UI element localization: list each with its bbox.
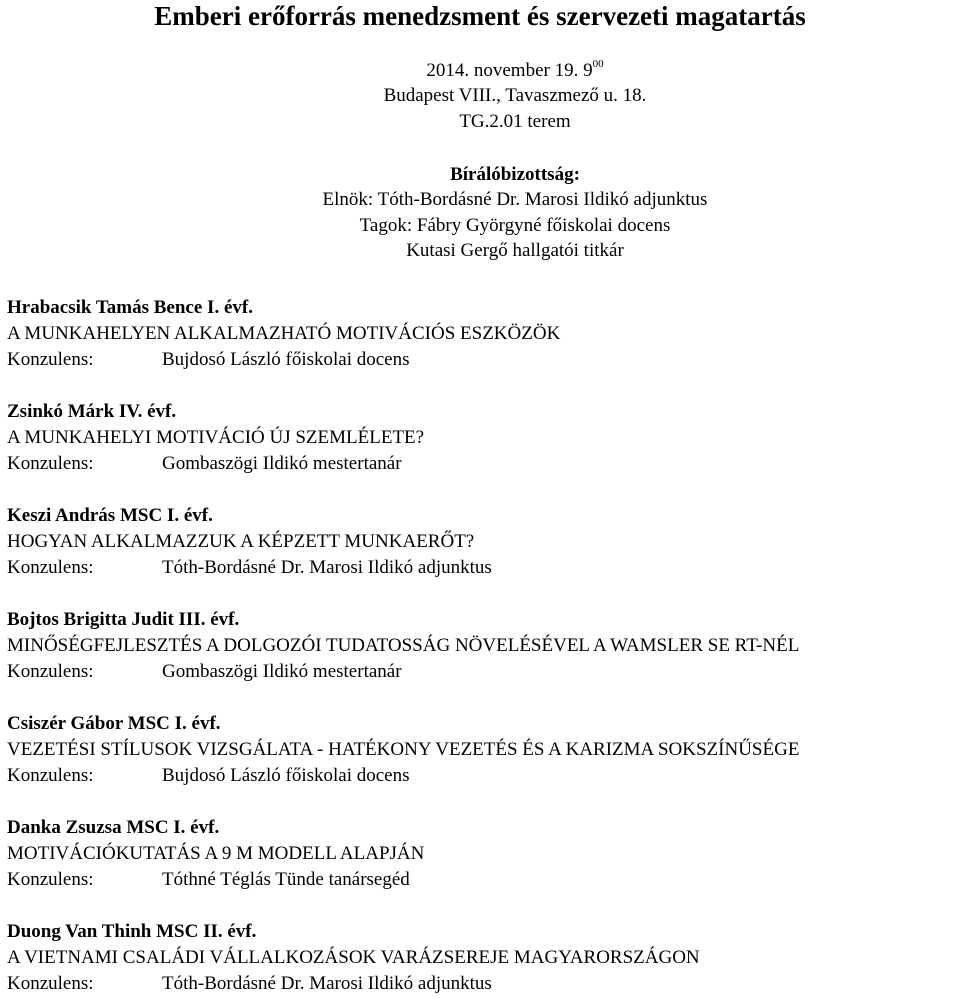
- event-room: TG.2.01 terem: [459, 110, 571, 132]
- consultant-row: [7, 763, 957, 789]
- consultant-name: Gombaszögi Ildikó mestertanár: [162, 661, 402, 682]
- committee-secretary: Kutasi Gergő hallgatói titkár: [406, 239, 624, 261]
- event-time-minutes: 00: [592, 58, 604, 70]
- committee-members: Tagok: Fábry Györgyné főiskolai docens: [359, 214, 671, 236]
- event-address: Budapest VIII., Tavaszmező u. 18.: [383, 85, 647, 107]
- consultant-name: Tóth-Bordásné Dr. Marosi Ildikó adjunktus: [162, 557, 492, 578]
- committee: [0, 162, 960, 263]
- student-name: Zsinkó Márk IV. évf.: [7, 401, 177, 422]
- thesis-entry: [7, 607, 957, 685]
- consultant-row: [7, 555, 957, 581]
- consultant-name: Tóth-Bordásné Dr. Marosi Ildikó adjunktus: [162, 973, 492, 994]
- thesis-title: A VIETNAMI CSALÁDI VÁLLALKOZÁSOK VARÁZSEREJE MAGYARORSZÁGON: [7, 947, 700, 968]
- student-name: Csiszér Gábor MSC I. évf.: [7, 713, 221, 734]
- event-date: [0, 58, 960, 83]
- thesis-entry: [7, 295, 957, 373]
- student-name: Danka Zsuzsa MSC I. évf.: [7, 817, 220, 838]
- committee-chair: Elnök: Tóth-Bordásné Dr. Marosi Ildikó adjunktus: [322, 189, 708, 211]
- consultant-label: Konzulens:: [7, 765, 94, 786]
- consultant-row: [7, 971, 957, 997]
- student-name: Hrabacsik Tamás Bence I. évf.: [7, 297, 253, 318]
- thesis-entry: [7, 919, 957, 997]
- consultant-name: Gombaszögi Ildikó mestertanár: [162, 453, 402, 474]
- event-date-text: 2014. november 19. 9: [426, 60, 593, 81]
- thesis-title: HOGYAN ALKALMAZZUK A KÉPZETT MUNKAERŐT?: [7, 531, 475, 552]
- consultant-row: [7, 451, 957, 477]
- thesis-entry: [7, 711, 957, 789]
- consultant-label: Konzulens:: [7, 349, 94, 370]
- consultant-label: Konzulens:: [7, 557, 94, 578]
- committee-heading: Bírálóbizottság:: [450, 164, 580, 185]
- thesis-title: MOTIVÁCIÓKUTATÁS A 9 M MODELL ALAPJÁN: [7, 843, 425, 864]
- thesis-entry: [7, 399, 957, 477]
- consultant-name: Tóthné Téglás Tünde tanársegéd: [162, 869, 410, 890]
- thesis-entry: [7, 815, 957, 893]
- consultant-label: Konzulens:: [7, 661, 94, 682]
- consultant-row: [7, 659, 957, 685]
- event-details: [0, 58, 960, 134]
- consultant-row: [7, 867, 957, 893]
- consultant-label: Konzulens:: [7, 869, 94, 890]
- student-name: Bojtos Brigitta Judit III. évf.: [7, 609, 240, 630]
- consultant-row: [7, 347, 957, 373]
- thesis-title: A MUNKAHELYI MOTIVÁCIÓ ÚJ SZEMLÉLETE?: [7, 427, 425, 448]
- thesis-entry: [7, 503, 957, 581]
- student-name: Duong Van Thinh MSC II. évf.: [7, 921, 257, 942]
- thesis-title: MINŐSÉGFEJLESZTÉS A DOLGOZÓI TUDATOSSÁG NÖVELÉSÉVEL A WAMSLER SE RT-NÉL: [7, 635, 800, 656]
- consultant-name: Bujdosó László főiskolai docens: [162, 765, 410, 786]
- document-title: Emberi erőforrás menedzsment és szervezeti magatartás: [154, 1, 806, 31]
- thesis-list: [7, 295, 957, 997]
- thesis-title: A MUNKAHELYEN ALKALMAZHATÓ MOTIVÁCIÓS ESZKÖZÖK: [7, 323, 561, 344]
- consultant-label: Konzulens:: [7, 453, 94, 474]
- thesis-title: VEZETÉSI STÍLUSOK VIZSGÁLATA - HATÉKONY VEZETÉS ÉS A KARIZMA SOKSZÍNŰSÉGE: [7, 739, 800, 760]
- consultant-label: Konzulens:: [7, 973, 94, 994]
- consultant-name: Bujdosó László főiskolai docens: [162, 349, 410, 370]
- student-name: Keszi András MSC I. évf.: [7, 505, 213, 526]
